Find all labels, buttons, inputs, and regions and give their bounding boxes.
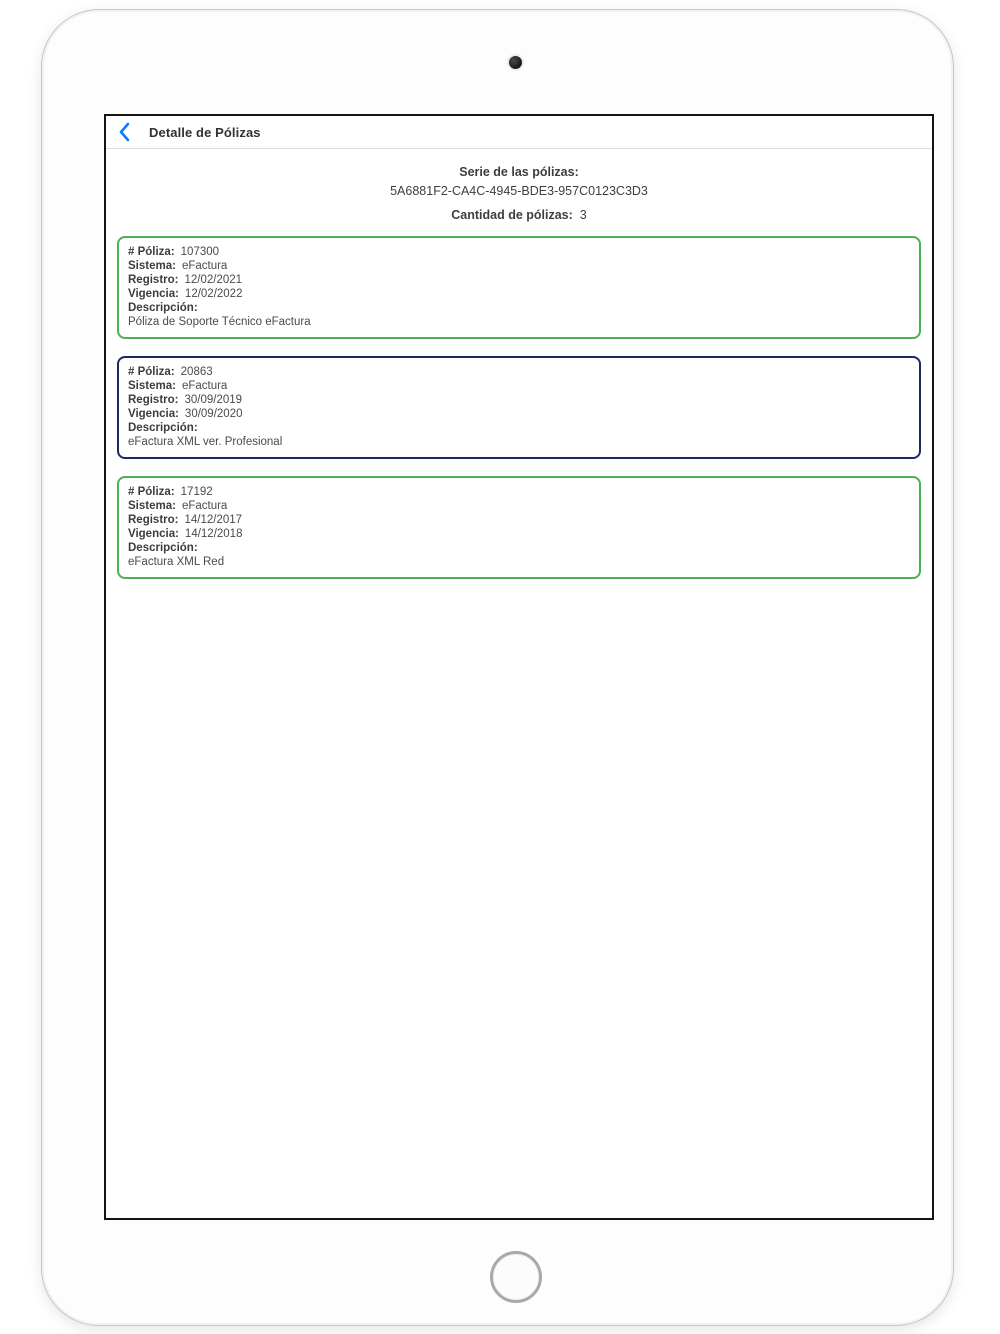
description-label: Descripción: [128,422,198,434]
back-button[interactable] [118,122,136,142]
series-value: 5A6881F2-CA4C-4945-BDE3-957C0123C3D3 [390,184,648,198]
registry-label: Registro: [128,274,179,286]
validity-value: 14/12/2018 [184,528,243,540]
system-line [128,499,910,513]
description-value: Póliza de Soporte Técnico eFactura [128,316,311,328]
system-value: eFactura [181,260,228,272]
description-label-line [128,541,910,555]
validity-label: Vigencia: [128,528,179,540]
registry-line [128,273,910,287]
home-button[interactable] [490,1251,542,1303]
system-line [128,379,910,393]
description-label-line [128,301,910,315]
policy-summary [106,149,932,222]
policy-number-value: 20863 [180,366,213,378]
app-screen [104,114,934,1220]
validity-value: 12/02/2022 [184,288,243,300]
policy-number-line [128,365,910,379]
policy-card-list [117,236,921,579]
registry-label: Registro: [128,394,179,406]
system-value: eFactura [181,500,228,512]
description-label-line [128,421,910,435]
registry-value: 30/09/2019 [184,394,243,406]
registry-value: 12/02/2021 [184,274,243,286]
registry-label: Registro: [128,514,179,526]
series-label: Serie de las pólizas: [459,165,579,179]
validity-line [128,527,910,541]
system-label: Sistema: [128,260,176,272]
description-value: eFactura XML Red [128,556,225,568]
registry-value: 14/12/2017 [184,514,243,526]
policy-number-label: # Póliza: [128,246,175,258]
count-label: Cantidad de pólizas: [451,208,573,222]
policy-number-line [128,485,910,499]
validity-value: 30/09/2020 [184,408,243,420]
system-label: Sistema: [128,380,176,392]
validity-label: Vigencia: [128,408,179,420]
registry-line [128,393,910,407]
registry-line [128,513,910,527]
validity-line [128,407,910,421]
policy-number-label: # Póliza: [128,366,175,378]
policy-number-line [128,245,910,259]
policy-number-value: 17192 [180,486,213,498]
description-value: eFactura XML ver. Profesional [128,436,283,448]
description-label: Descripción: [128,302,198,314]
tablet-device-frame [41,9,954,1326]
validity-line [128,287,910,301]
front-camera [509,56,522,69]
policy-number-value: 107300 [180,246,220,258]
system-line [128,259,910,273]
policy-card[interactable] [117,356,921,459]
validity-label: Vigencia: [128,288,179,300]
count-line [106,208,932,222]
policy-number-label: # Póliza: [128,486,175,498]
system-label: Sistema: [128,500,176,512]
description-label: Descripción: [128,542,198,554]
system-value: eFactura [181,380,228,392]
policy-card[interactable] [117,236,921,339]
policy-card[interactable] [117,476,921,579]
nav-bar [106,116,932,149]
page-title: Detalle de Pólizas [149,124,261,140]
back-chevron-icon [118,122,130,142]
count-value: 3 [579,208,587,222]
